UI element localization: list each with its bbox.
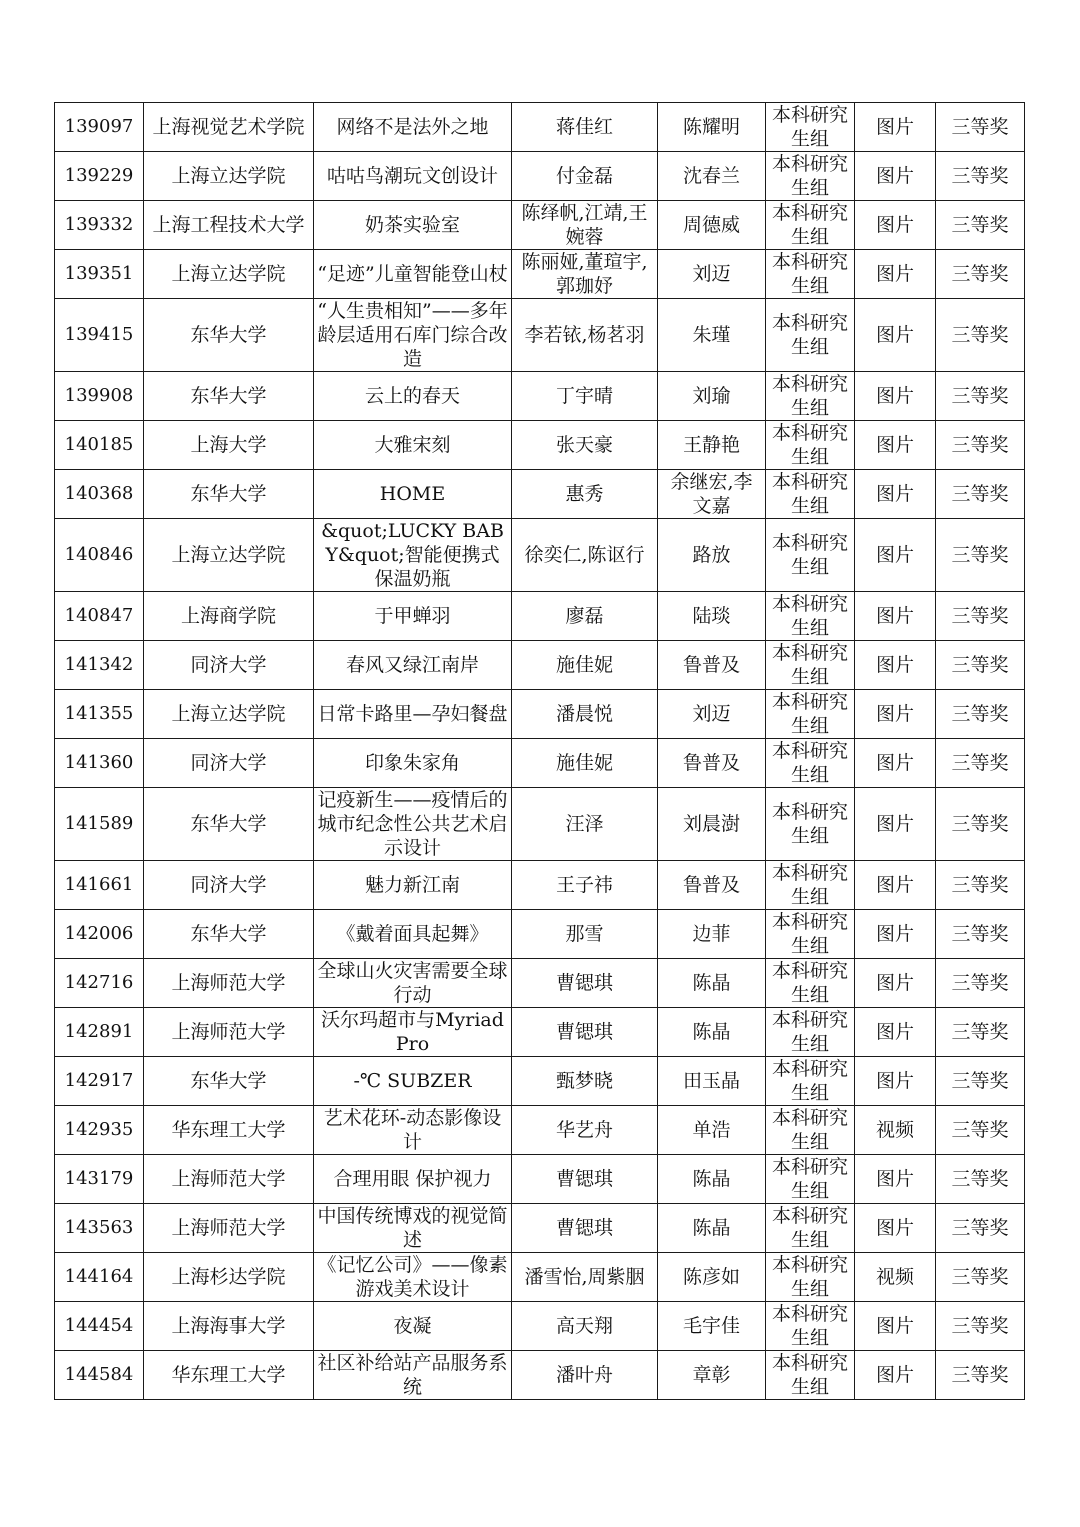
advisor-cell: 陈晶 — [658, 959, 766, 1008]
table-row — [55, 1155, 1025, 1204]
authors-cell: 曹锶琪 — [512, 1204, 658, 1253]
group-cell: 本科研究生组 — [766, 1008, 855, 1057]
advisor-cell: 刘迈 — [658, 690, 766, 739]
work-type-cell: 图片 — [855, 788, 936, 861]
advisor-cell: 鲁普及 — [658, 641, 766, 690]
table-row — [55, 739, 1025, 788]
work-title-cell: 沃尔玛超市与Myriad Pro — [314, 1008, 512, 1057]
advisor-cell: 章彰 — [658, 1351, 766, 1400]
award-cell: 三等奖 — [936, 470, 1025, 519]
school-cell: 东华大学 — [144, 1057, 314, 1106]
authors-cell: 甄梦晓 — [512, 1057, 658, 1106]
advisor-cell: 边菲 — [658, 910, 766, 959]
work-type-cell: 图片 — [855, 372, 936, 421]
group-cell: 本科研究生组 — [766, 592, 855, 641]
group-cell: 本科研究生组 — [766, 910, 855, 959]
school-cell: 上海立达学院 — [144, 250, 314, 299]
work-type-cell: 视频 — [855, 1253, 936, 1302]
id-cell: 140847 — [55, 592, 144, 641]
authors-cell: 施佳妮 — [512, 641, 658, 690]
school-cell: 上海师范大学 — [144, 1008, 314, 1057]
work-type-cell: 图片 — [855, 299, 936, 372]
table-row — [55, 519, 1025, 592]
award-cell: 三等奖 — [936, 250, 1025, 299]
work-type-cell: 视频 — [855, 1106, 936, 1155]
id-cell: 142716 — [55, 959, 144, 1008]
advisor-cell: 陈晶 — [658, 1008, 766, 1057]
table-row — [55, 1351, 1025, 1400]
work-title-cell: 艺术花环-动态影像设计 — [314, 1106, 512, 1155]
advisor-cell: 沈春兰 — [658, 152, 766, 201]
advisor-cell: 田玉晶 — [658, 1057, 766, 1106]
work-title-cell: 全球山火灾害需要全球行动 — [314, 959, 512, 1008]
group-cell: 本科研究生组 — [766, 690, 855, 739]
table-row — [55, 959, 1025, 1008]
work-type-cell: 图片 — [855, 690, 936, 739]
table-row — [55, 1057, 1025, 1106]
work-title-cell: 夜凝 — [314, 1302, 512, 1351]
authors-cell: 付金磊 — [512, 152, 658, 201]
award-cell: 三等奖 — [936, 739, 1025, 788]
group-cell: 本科研究生组 — [766, 861, 855, 910]
table-row — [55, 910, 1025, 959]
group-cell: 本科研究生组 — [766, 1106, 855, 1155]
award-cell: 三等奖 — [936, 690, 1025, 739]
work-type-cell: 图片 — [855, 592, 936, 641]
school-cell: 同济大学 — [144, 739, 314, 788]
advisor-cell: 刘晨澍 — [658, 788, 766, 861]
school-cell: 上海杉达学院 — [144, 1253, 314, 1302]
school-cell: 同济大学 — [144, 861, 314, 910]
table-row — [55, 592, 1025, 641]
id-cell: 141342 — [55, 641, 144, 690]
table-row — [55, 1008, 1025, 1057]
authors-cell: 潘晨悦 — [512, 690, 658, 739]
table-row — [55, 1204, 1025, 1253]
school-cell: 上海工程技术大学 — [144, 201, 314, 250]
authors-cell: 高天翔 — [512, 1302, 658, 1351]
advisor-cell: 鲁普及 — [658, 739, 766, 788]
award-cell: 三等奖 — [936, 103, 1025, 152]
school-cell: 东华大学 — [144, 910, 314, 959]
award-cell: 三等奖 — [936, 1155, 1025, 1204]
table-row — [55, 1106, 1025, 1155]
authors-cell: 曹锶琪 — [512, 1155, 658, 1204]
work-title-cell: -℃ SUBZER — [314, 1057, 512, 1106]
id-cell: 139097 — [55, 103, 144, 152]
authors-cell: 曹锶琪 — [512, 1008, 658, 1057]
work-title-cell: 《记忆公司》——像素游戏美术设计 — [314, 1253, 512, 1302]
table-body — [55, 103, 1025, 1400]
id-cell: 142891 — [55, 1008, 144, 1057]
work-title-cell: 魅力新江南 — [314, 861, 512, 910]
advisor-cell: 陈晶 — [658, 1204, 766, 1253]
work-title-cell: 中国传统博戏的视觉简述 — [314, 1204, 512, 1253]
group-cell: 本科研究生组 — [766, 372, 855, 421]
work-title-cell: 春风又绿江南岸 — [314, 641, 512, 690]
award-cell: 三等奖 — [936, 592, 1025, 641]
id-cell: 141661 — [55, 861, 144, 910]
award-cell: 三等奖 — [936, 1351, 1025, 1400]
authors-cell: 惠秀 — [512, 470, 658, 519]
award-cell: 三等奖 — [936, 788, 1025, 861]
school-cell: 东华大学 — [144, 299, 314, 372]
school-cell: 上海师范大学 — [144, 959, 314, 1008]
work-type-cell: 图片 — [855, 421, 936, 470]
work-type-cell: 图片 — [855, 1302, 936, 1351]
table-row — [55, 372, 1025, 421]
authors-cell: 陈绎帆,江靖,王婉蓉 — [512, 201, 658, 250]
id-cell: 143179 — [55, 1155, 144, 1204]
work-title-cell: 社区补给站产品服务系统 — [314, 1351, 512, 1400]
authors-cell: 华艺舟 — [512, 1106, 658, 1155]
work-title-cell: HOME — [314, 470, 512, 519]
table-row — [55, 421, 1025, 470]
group-cell: 本科研究生组 — [766, 470, 855, 519]
authors-cell: 张天豪 — [512, 421, 658, 470]
table-row — [55, 299, 1025, 372]
table-row — [55, 641, 1025, 690]
advisor-cell: 路放 — [658, 519, 766, 592]
work-title-cell: 合理用眼 保护视力 — [314, 1155, 512, 1204]
id-cell: 139229 — [55, 152, 144, 201]
work-type-cell: 图片 — [855, 1155, 936, 1204]
work-title-cell: 记疫新生——疫情后的城市纪念性公共艺术启示设计 — [314, 788, 512, 861]
school-cell: 同济大学 — [144, 641, 314, 690]
group-cell: 本科研究生组 — [766, 1057, 855, 1106]
award-cell: 三等奖 — [936, 1253, 1025, 1302]
school-cell: 上海师范大学 — [144, 1204, 314, 1253]
table-row — [55, 690, 1025, 739]
group-cell: 本科研究生组 — [766, 788, 855, 861]
work-type-cell: 图片 — [855, 1204, 936, 1253]
work-title-cell: 奶茶实验室 — [314, 201, 512, 250]
advisor-cell: 王静艳 — [658, 421, 766, 470]
work-type-cell: 图片 — [855, 103, 936, 152]
id-cell: 139908 — [55, 372, 144, 421]
award-cell: 三等奖 — [936, 1204, 1025, 1253]
advisor-cell: 陈晶 — [658, 1155, 766, 1204]
authors-cell: 潘叶舟 — [512, 1351, 658, 1400]
id-cell: 141355 — [55, 690, 144, 739]
group-cell: 本科研究生组 — [766, 641, 855, 690]
table-row — [55, 1253, 1025, 1302]
group-cell: 本科研究生组 — [766, 1351, 855, 1400]
work-type-cell: 图片 — [855, 152, 936, 201]
id-cell: 142917 — [55, 1057, 144, 1106]
award-cell: 三等奖 — [936, 299, 1025, 372]
id-cell: 139332 — [55, 201, 144, 250]
advisor-cell: 陈耀明 — [658, 103, 766, 152]
work-type-cell: 图片 — [855, 739, 936, 788]
table-row — [55, 861, 1025, 910]
award-cell: 三等奖 — [936, 152, 1025, 201]
work-type-cell: 图片 — [855, 519, 936, 592]
school-cell: 上海师范大学 — [144, 1155, 314, 1204]
authors-cell: 徐奕仁,陈讴行 — [512, 519, 658, 592]
authors-cell: 李若铱,杨茗羽 — [512, 299, 658, 372]
authors-cell: 王子祎 — [512, 861, 658, 910]
group-cell: 本科研究生组 — [766, 1302, 855, 1351]
school-cell: 华东理工大学 — [144, 1351, 314, 1400]
school-cell: 东华大学 — [144, 788, 314, 861]
authors-cell: 那雪 — [512, 910, 658, 959]
award-cell: 三等奖 — [936, 910, 1025, 959]
work-type-cell: 图片 — [855, 1057, 936, 1106]
work-type-cell: 图片 — [855, 470, 936, 519]
work-type-cell: 图片 — [855, 250, 936, 299]
work-title-cell: 咕咕鸟潮玩文创设计 — [314, 152, 512, 201]
award-cell: 三等奖 — [936, 861, 1025, 910]
table-row — [55, 788, 1025, 861]
award-cell: 三等奖 — [936, 421, 1025, 470]
advisor-cell: 余继宏,李文嘉 — [658, 470, 766, 519]
work-title-cell: 云上的春天 — [314, 372, 512, 421]
school-cell: 东华大学 — [144, 372, 314, 421]
award-cell: 三等奖 — [936, 1008, 1025, 1057]
table-row — [55, 250, 1025, 299]
authors-cell: 汪泽 — [512, 788, 658, 861]
work-title-cell: 网络不是法外之地 — [314, 103, 512, 152]
school-cell: 上海商学院 — [144, 592, 314, 641]
work-type-cell: 图片 — [855, 1008, 936, 1057]
id-cell: 140846 — [55, 519, 144, 592]
advisor-cell: 毛宇佳 — [658, 1302, 766, 1351]
authors-cell: 施佳妮 — [512, 739, 658, 788]
table-row — [55, 103, 1025, 152]
authors-cell: 丁宇晴 — [512, 372, 658, 421]
school-cell: 上海立达学院 — [144, 519, 314, 592]
authors-cell: 廖磊 — [512, 592, 658, 641]
award-cell: 三等奖 — [936, 1106, 1025, 1155]
id-cell: 140368 — [55, 470, 144, 519]
award-cell: 三等奖 — [936, 1057, 1025, 1106]
advisor-cell: 陈彦如 — [658, 1253, 766, 1302]
work-type-cell: 图片 — [855, 1351, 936, 1400]
id-cell: 144164 — [55, 1253, 144, 1302]
id-cell: 141589 — [55, 788, 144, 861]
id-cell: 141360 — [55, 739, 144, 788]
authors-cell: 潘雪怡,周紫胭 — [512, 1253, 658, 1302]
award-cell: 三等奖 — [936, 959, 1025, 1008]
authors-cell: 陈丽娅,董瑄宇,郭珈妤 — [512, 250, 658, 299]
school-cell: 东华大学 — [144, 470, 314, 519]
id-cell: 144454 — [55, 1302, 144, 1351]
school-cell: 上海立达学院 — [144, 152, 314, 201]
advisor-cell: 单浩 — [658, 1106, 766, 1155]
award-cell: 三等奖 — [936, 1302, 1025, 1351]
work-title-cell: 印象朱家角 — [314, 739, 512, 788]
work-type-cell: 图片 — [855, 641, 936, 690]
work-title-cell: 于甲蝉羽 — [314, 592, 512, 641]
award-cell: 三等奖 — [936, 519, 1025, 592]
award-cell: 三等奖 — [936, 372, 1025, 421]
advisor-cell: 刘瑜 — [658, 372, 766, 421]
group-cell: 本科研究生组 — [766, 519, 855, 592]
id-cell: 142935 — [55, 1106, 144, 1155]
advisor-cell: 陆琰 — [658, 592, 766, 641]
award-table — [54, 102, 1025, 1400]
id-cell: 143563 — [55, 1204, 144, 1253]
group-cell: 本科研究生组 — [766, 299, 855, 372]
work-title-cell: “足迹”儿童智能登山杖 — [314, 250, 512, 299]
work-type-cell: 图片 — [855, 201, 936, 250]
school-cell: 上海海事大学 — [144, 1302, 314, 1351]
group-cell: 本科研究生组 — [766, 421, 855, 470]
work-title-cell: “人生贵相知”——多年龄层适用石库门综合改造 — [314, 299, 512, 372]
work-title-cell: 日常卡路里—孕妇餐盘 — [314, 690, 512, 739]
id-cell: 139351 — [55, 250, 144, 299]
advisor-cell: 鲁普及 — [658, 861, 766, 910]
group-cell: 本科研究生组 — [766, 201, 855, 250]
table-row — [55, 152, 1025, 201]
advisor-cell: 朱瑾 — [658, 299, 766, 372]
id-cell: 140185 — [55, 421, 144, 470]
school-cell: 上海大学 — [144, 421, 314, 470]
school-cell: 上海视觉艺术学院 — [144, 103, 314, 152]
work-type-cell: 图片 — [855, 910, 936, 959]
group-cell: 本科研究生组 — [766, 103, 855, 152]
id-cell: 144584 — [55, 1351, 144, 1400]
work-type-cell: 图片 — [855, 861, 936, 910]
work-title-cell: &quot;LUCKY BABY&quot;智能便携式保温奶瓶 — [314, 519, 512, 592]
award-cell: 三等奖 — [936, 201, 1025, 250]
group-cell: 本科研究生组 — [766, 152, 855, 201]
table-row — [55, 201, 1025, 250]
school-cell: 华东理工大学 — [144, 1106, 314, 1155]
group-cell: 本科研究生组 — [766, 1253, 855, 1302]
group-cell: 本科研究生组 — [766, 1204, 855, 1253]
group-cell: 本科研究生组 — [766, 250, 855, 299]
advisor-cell: 周德威 — [658, 201, 766, 250]
work-title-cell: 《戴着面具起舞》 — [314, 910, 512, 959]
work-title-cell: 大雅宋刻 — [314, 421, 512, 470]
authors-cell: 蒋佳红 — [512, 103, 658, 152]
work-type-cell: 图片 — [855, 959, 936, 1008]
authors-cell: 曹锶琪 — [512, 959, 658, 1008]
school-cell: 上海立达学院 — [144, 690, 314, 739]
group-cell: 本科研究生组 — [766, 1155, 855, 1204]
table-row — [55, 470, 1025, 519]
table-row — [55, 1302, 1025, 1351]
id-cell: 139415 — [55, 299, 144, 372]
group-cell: 本科研究生组 — [766, 959, 855, 1008]
id-cell: 142006 — [55, 910, 144, 959]
award-cell: 三等奖 — [936, 641, 1025, 690]
group-cell: 本科研究生组 — [766, 739, 855, 788]
advisor-cell: 刘迈 — [658, 250, 766, 299]
